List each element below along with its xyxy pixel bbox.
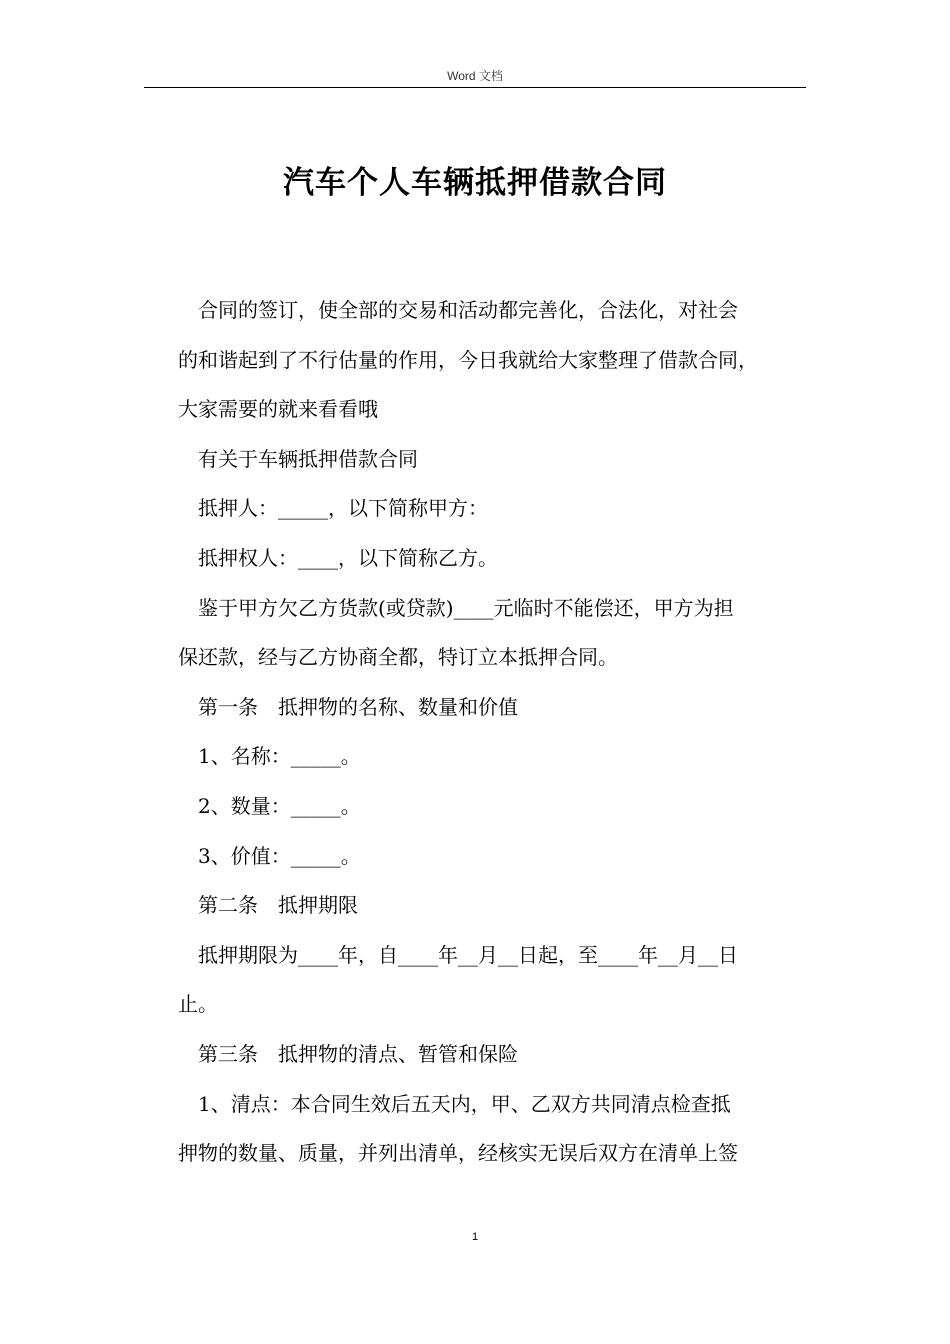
article-2-term-line-1: 抵押期限为____年，自____年__月__日起，至____年__月__日 [198, 942, 738, 967]
intro-line-2: 的和谐起到了不行估量的作用，今日我就给大家整理了借款合同， [178, 347, 758, 372]
intro-line-3: 大家需要的就来看看哦 [178, 397, 378, 422]
page-header: Word 文档 [447, 69, 503, 83]
article-1-heading: 第一条 抵押物的名称、数量和价值 [198, 694, 518, 719]
article-3-item-1-line-1: 1、清点：本合同生效后五天内，甲、乙双方共同清点检查抵 [198, 1091, 731, 1116]
article-2-term-line-2: 止。 [178, 992, 218, 1017]
header-divider [144, 87, 806, 88]
article-2-heading: 第二条 抵押期限 [198, 893, 358, 918]
article-3-item-1-line-2: 押物的数量、质量，并列出清单，经核实无误后双方在清单上签 [178, 1141, 738, 1166]
preamble-line-1: 鉴于甲方欠乙方货款(或贷款)____元临时不能偿还，甲方为担 [198, 595, 734, 620]
article-1-item-quantity: 2、数量：_____。 [198, 793, 361, 818]
article-1-item-value: 3、价值：_____。 [198, 843, 361, 868]
document-title: 汽车个人车辆抵押借款合同 [283, 165, 667, 201]
intro-line-1: 合同的签订，使全部的交易和活动都完善化，合法化，对社会 [198, 298, 738, 322]
party-a-line: 抵押人：_____，以下简称甲方： [198, 496, 488, 521]
party-b-line: 抵押权人：____，以下简称乙方。 [198, 545, 498, 570]
article-1-item-name: 1、名称：_____。 [198, 744, 361, 769]
article-3-heading: 第三条 抵押物的清点、暂管和保险 [198, 1041, 518, 1066]
document-body [178, 286, 808, 1179]
page-number: 1 [471, 1231, 479, 1243]
contract-heading: 有关于车辆抵押借款合同 [198, 446, 418, 471]
preamble-line-2: 保还款，经与乙方协商全都，特订立本抵押合同。 [178, 645, 618, 670]
